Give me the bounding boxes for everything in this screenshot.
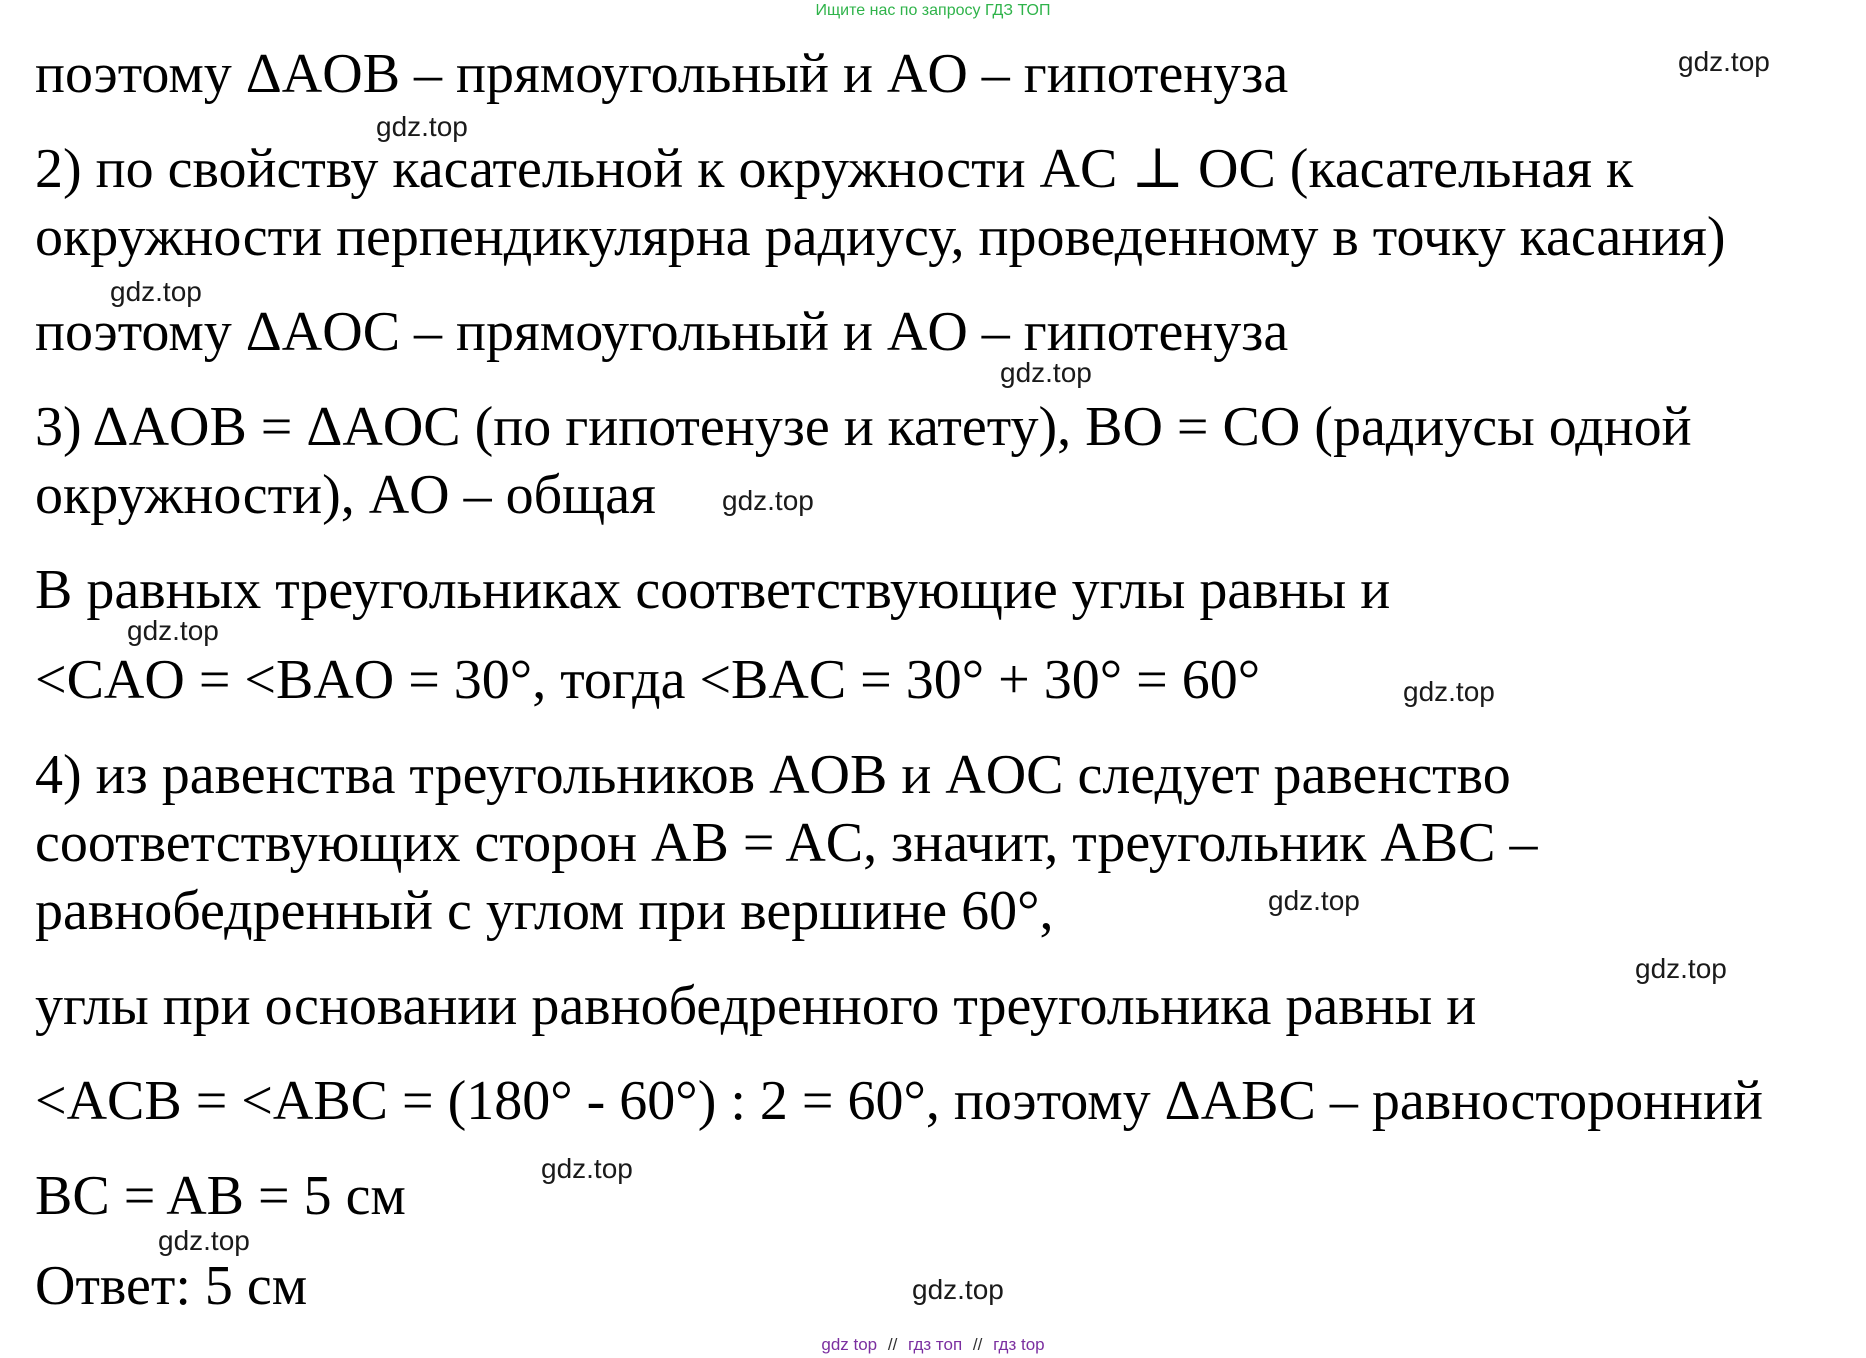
watermark: gdz.top [1635, 953, 1727, 984]
watermark: gdz.top [127, 615, 219, 646]
watermark: gdz.top [158, 1225, 250, 1256]
solution-line: В равных треугольниках соответствующие углы равны и [35, 559, 1391, 621]
watermark: gdz.top [912, 1274, 1004, 1305]
solution-line: <CAO = <BAO = 30°, тогда <BAC = 30° + 30° = 60° [35, 649, 1261, 711]
solution-line: соответствующих сторон AB = AC, значит, треугольник ABC – [35, 812, 1538, 874]
watermark: gdz.top [1268, 885, 1360, 916]
footer-separator: // [972, 1335, 983, 1354]
solution-line: поэтому ΔAOB – прямоугольный и AO – гипотенуза [35, 43, 1289, 105]
watermark: gdz.top [722, 485, 814, 516]
solution-line: 3) ΔAOB = ΔAOC (по гипотенузе и катету), BO = CO (радиусы одной [35, 396, 1692, 458]
solution-line: Ответ: 5 см [35, 1255, 308, 1317]
watermark: gdz.top [376, 111, 468, 142]
solution-line: окружности перпендикулярна радиусу, проведенному в точку касания) [35, 206, 1726, 268]
solution-line: 4) из равенства треугольников AOB и AOC следует равенство [35, 744, 1511, 806]
watermark: gdz.top [1000, 357, 1092, 388]
footer-item: гдз топ [908, 1335, 963, 1354]
footer-separator: // [887, 1335, 898, 1354]
watermark: gdz.top [110, 276, 202, 307]
watermark: gdz.top [1678, 46, 1770, 77]
top-banner: Ищите нас по запросу ГДЗ ТОП [815, 2, 1051, 19]
solution-line: 2) по свойству касательной к окружности AC ⊥ OC (касательная к [35, 138, 1634, 200]
solution-line: <ACB = <ABC = (180° - 60°) : 2 = 60°, поэтому ΔABC – равносторонний [35, 1070, 1763, 1132]
footer-item: гдз top [993, 1335, 1045, 1354]
solution-line: углы при основании равнобедренного треугольника равны и [35, 975, 1477, 1037]
solution-line: равнобедренный с углом при вершине 60°, [35, 880, 1054, 942]
footer-item: gdz top [821, 1335, 878, 1354]
solution-line: поэтому ΔAOC – прямоугольный и AO – гипотенуза [35, 301, 1289, 363]
watermark: gdz.top [541, 1153, 633, 1184]
solution-line: окружности), AO – общая [35, 464, 656, 526]
watermark: gdz.top [1403, 676, 1495, 707]
solution-line: BC = AB = 5 см [35, 1165, 406, 1227]
footer [0, 1335, 1866, 1355]
